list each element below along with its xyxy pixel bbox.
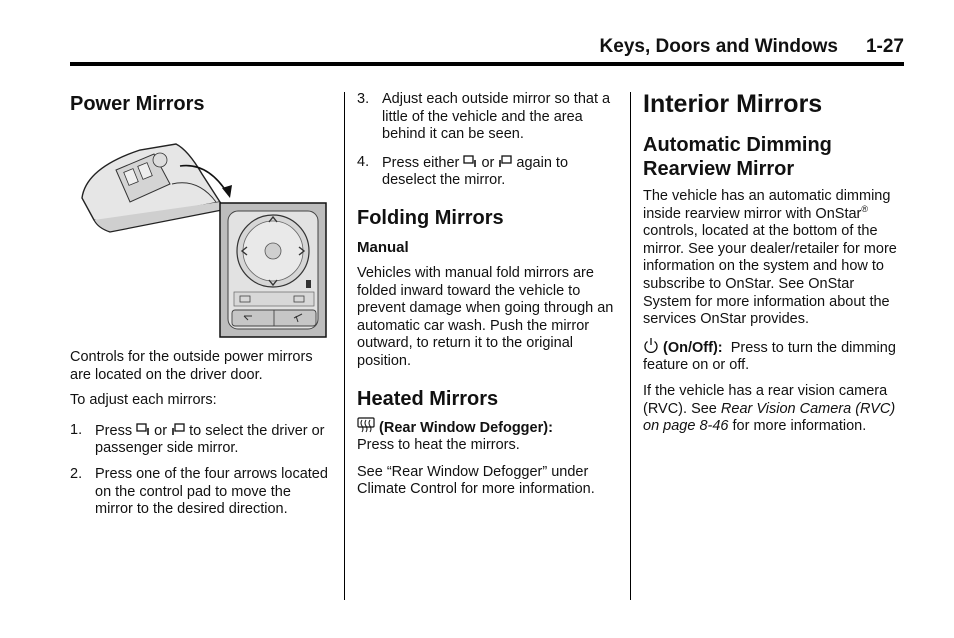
rvc-text: If the vehicle has a rear vision camera (RVC). See Rear Vision Camera (RVC) on page 8-46 for more information.	[643, 382, 896, 435]
running-header	[520, 36, 904, 58]
adjust-steps-list	[70, 422, 332, 519]
column-divider-1	[344, 92, 345, 600]
auto-dimming-text: The vehicle has an automatic dimming inside rearview mirror with OnStar® controls, located at the bottom of the mirror. See your dealer/retailer for more information on the system and how to subscribe to OnStar. See OnStar System for more information about the services OnStar provides.	[643, 188, 897, 328]
column-divider-2	[630, 92, 631, 600]
on-off-label: (On/Off):	[663, 339, 723, 356]
defogger-label: (Rear Window Defogger):	[379, 419, 553, 436]
interior-mirrors-heading: Interior Mirrors	[643, 90, 823, 118]
heated-mirrors-text: (Rear Window Defogger): Press to heat the mirrors.	[357, 417, 619, 455]
right-mirror-select-icon	[171, 422, 185, 436]
list-item: 4. Press either or again to deselect the mirror.	[357, 153, 569, 189]
on-off-text: (On/Off): Press to turn the dimming feature on or off.	[643, 337, 905, 375]
header-rule	[70, 62, 904, 66]
rear-defogger-icon	[357, 417, 375, 433]
power-icon	[643, 337, 659, 353]
section-title: Keys, Doors and Windows	[599, 36, 838, 57]
figure-caption: Controls for the outside power mirrors are located on the driver door.	[70, 349, 313, 383]
list-item: 2. Press one of the four arrows located on the control pad to move the mirror to the desired direction.	[70, 465, 328, 518]
column-2	[357, 91, 619, 507]
auto-dimming-heading: Automatic Dimming Rearview Mirror	[643, 134, 832, 180]
manual-subheading: Manual	[357, 238, 409, 256]
folding-mirrors-heading: Folding Mirrors	[357, 206, 504, 229]
defogger-reference: See “Rear Window Defogger” under Climate Control for more information.	[357, 463, 595, 498]
power-mirror-control-illustration	[80, 140, 328, 340]
adjust-intro: To adjust each mirrors:	[70, 392, 217, 409]
column-3	[643, 89, 905, 444]
left-mirror-select-icon	[463, 154, 477, 168]
column-1	[70, 92, 330, 116]
power-mirrors-heading: Power Mirrors	[70, 93, 205, 115]
column-1-body	[70, 349, 332, 527]
adjust-steps-list-continued	[357, 91, 619, 190]
heated-mirrors-heading: Heated Mirrors	[357, 387, 499, 410]
rvc-reference-link[interactable]: Rear Vision Camera (RVC) on page 8-46	[643, 400, 896, 435]
folding-mirrors-text: Vehicles with manual fold mirrors are folded inward toward the vehicle to prevent damage when going through an automatic car wash. Push the mirror outward, to return it to the original position.	[357, 264, 614, 369]
list-item: 1. Press or to select the driver or passenger side mirror.	[70, 421, 325, 457]
list-item: 3. Adjust each outside mirror so that a little of the vehicle and the area behind it can be seen.	[357, 91, 611, 143]
right-mirror-select-icon	[498, 154, 512, 168]
page-number: 1-27	[865, 36, 904, 57]
left-mirror-select-icon	[136, 422, 150, 436]
